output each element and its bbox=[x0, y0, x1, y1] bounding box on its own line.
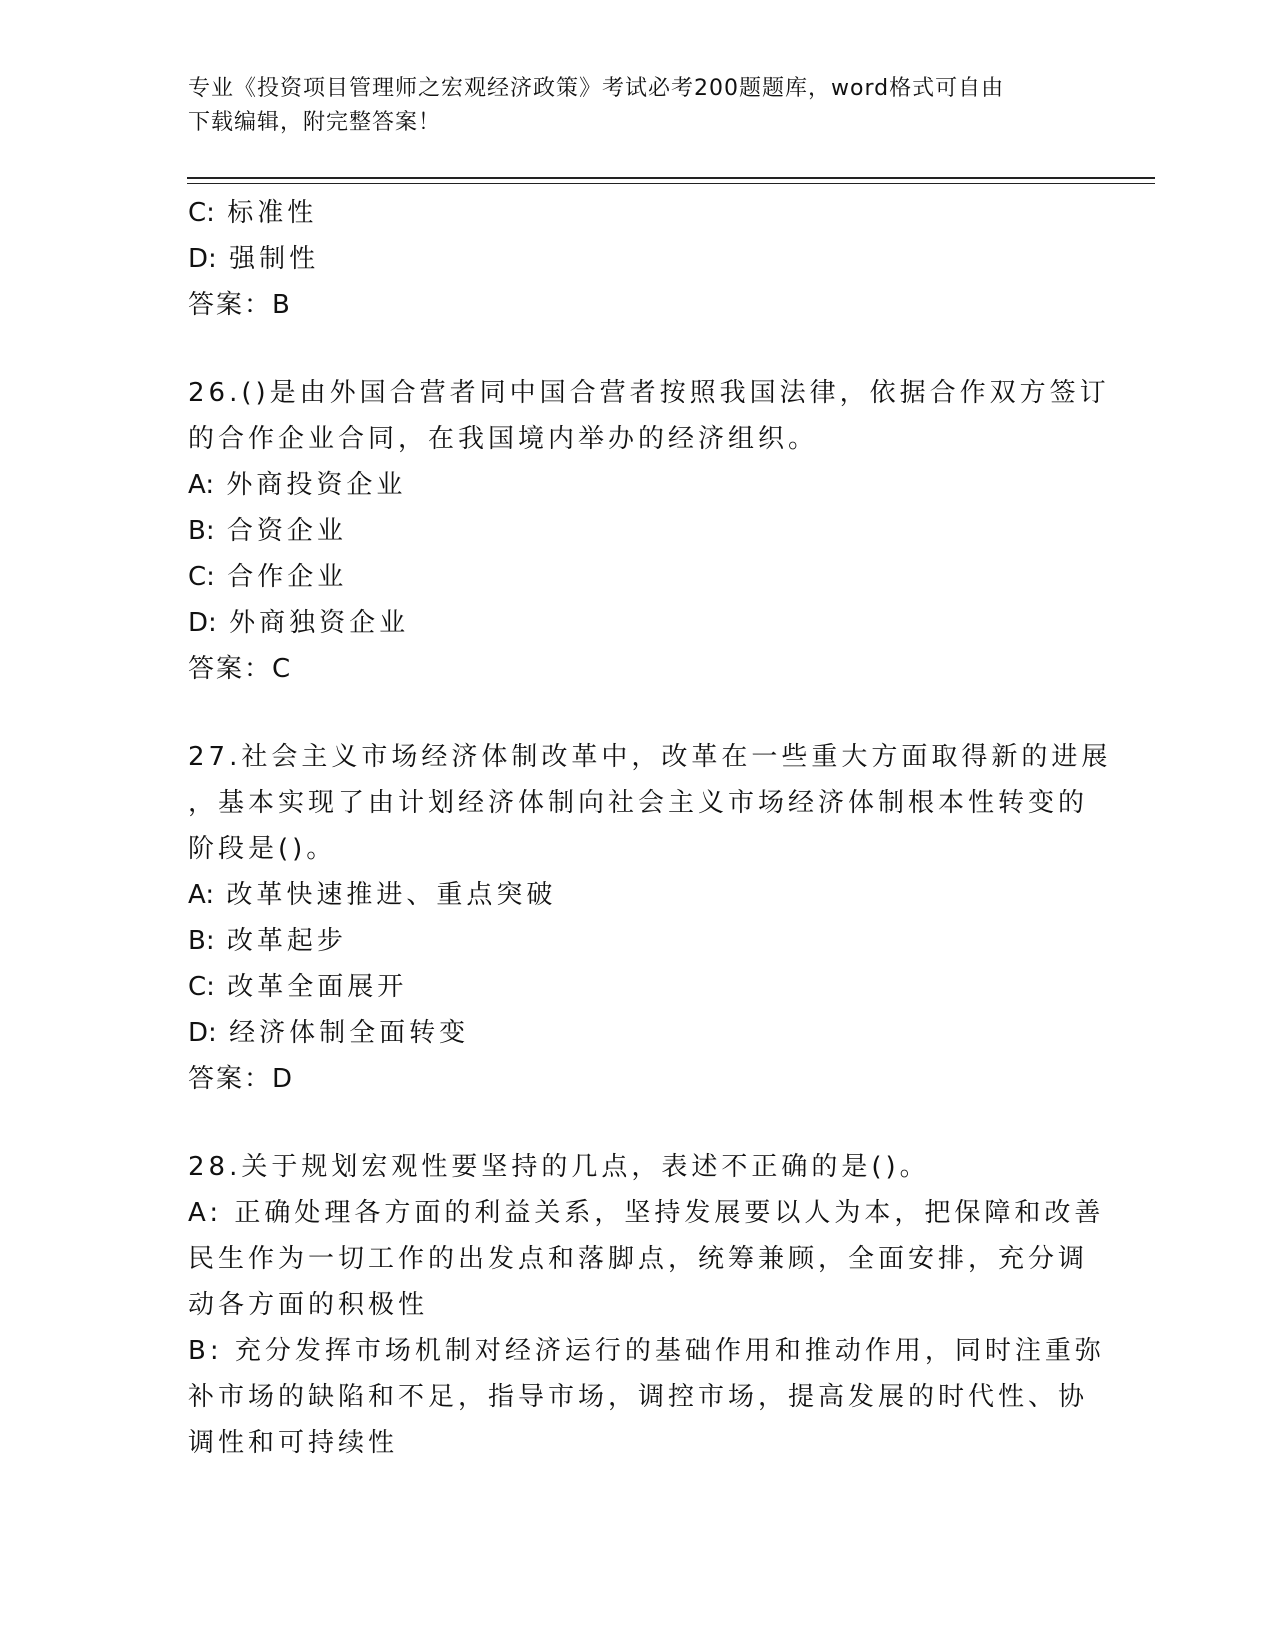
option-text: 合作企业 bbox=[227, 562, 348, 592]
option-a: A: 外商投资企业 bbox=[188, 470, 407, 500]
question-stem: 28.关于规划宏观性要坚持的几点，表述不正确的是()。 bbox=[188, 1152, 930, 1182]
option-text: 改革快速推进、重点突破 bbox=[226, 880, 557, 910]
header-line-2: 下载编辑，附完整答案！ bbox=[188, 110, 442, 135]
option-b-line: 调性和可持续性 bbox=[188, 1428, 399, 1458]
option-text: 标准性 bbox=[227, 198, 318, 228]
document-header bbox=[188, 72, 1088, 140]
option-key: B bbox=[188, 516, 206, 546]
option-d: D: 外商独资企业 bbox=[188, 608, 410, 638]
option-c: C: 合作企业 bbox=[188, 562, 348, 592]
option-key: B bbox=[188, 926, 206, 956]
option-a-line: A: 正确处理各方面的利益关系，坚持发展要以人为本，把保障和改善 bbox=[188, 1198, 1105, 1228]
header-divider-thick bbox=[187, 177, 1155, 179]
option-b: B: 改革起步 bbox=[188, 926, 347, 956]
option-c: C: 标准性 bbox=[188, 198, 318, 228]
option-b-line: B: 充分发挥市场机制对经济运行的基础作用和推动作用，同时注重弥 bbox=[188, 1336, 1105, 1366]
option-text: 强制性 bbox=[229, 244, 320, 274]
question-stem: 27.社会主义市场经济体制改革中，改革在一些重大方面取得新的进展 bbox=[188, 742, 1112, 772]
option-a: A: 改革快速推进、重点突破 bbox=[188, 880, 557, 910]
option-c: C: 改革全面展开 bbox=[188, 972, 408, 1002]
question-26 bbox=[188, 370, 1110, 692]
question-28 bbox=[188, 1144, 1105, 1466]
option-a-line: 动各方面的积极性 bbox=[188, 1290, 429, 1320]
question-stem: 26.()是由外国合营者同中国合营者按照我国法律，依据合作双方签订 bbox=[188, 378, 1110, 408]
option-b-line: 补市场的缺陷和不足，指导市场，调控市场，提高发展的时代性、协 bbox=[188, 1382, 1089, 1412]
option-d: D: 强制性 bbox=[188, 244, 320, 274]
option-b: B: 合资企业 bbox=[188, 516, 347, 546]
question-27 bbox=[188, 734, 1112, 1102]
option-key: D bbox=[188, 1018, 209, 1048]
option-key: A bbox=[188, 880, 206, 910]
question-stem: 的合作企业合同，在我国境内举办的经济组织。 bbox=[188, 424, 819, 454]
answer-line: 答案：D bbox=[188, 1064, 295, 1094]
answer-line: 答案：C bbox=[188, 654, 293, 684]
option-text: 改革起步 bbox=[226, 926, 347, 956]
option-key: C bbox=[188, 562, 207, 592]
option-text: 合资企业 bbox=[226, 516, 347, 546]
option-text: 外商独资企业 bbox=[229, 608, 410, 638]
option-key: D bbox=[188, 608, 209, 638]
option-text: 经济体制全面转变 bbox=[229, 1018, 470, 1048]
option-key: D bbox=[188, 244, 209, 274]
option-d: D: 经济体制全面转变 bbox=[188, 1018, 470, 1048]
option-a-line: 民生作为一切工作的出发点和落脚点，统筹兼顾，全面安排，充分调 bbox=[188, 1244, 1089, 1274]
answer-line: 答案：B bbox=[188, 290, 292, 320]
option-key: C bbox=[188, 198, 207, 228]
option-key: C bbox=[188, 972, 207, 1002]
question-stem: 阶段是()。 bbox=[188, 834, 337, 864]
option-text: 外商投资企业 bbox=[226, 470, 407, 500]
document-body bbox=[188, 190, 1112, 1466]
header-line-1: 专业《投资项目管理师之宏观经济政策》考试必考200题题库，word格式可自由 bbox=[188, 76, 1005, 101]
option-text: 改革全面展开 bbox=[227, 972, 408, 1002]
partial-question bbox=[188, 190, 1088, 328]
header-divider-thin bbox=[187, 183, 1155, 184]
option-key: A bbox=[188, 470, 206, 500]
question-stem: ，基本实现了由计划经济体制向社会主义市场经济体制根本性转变的 bbox=[188, 788, 1089, 818]
